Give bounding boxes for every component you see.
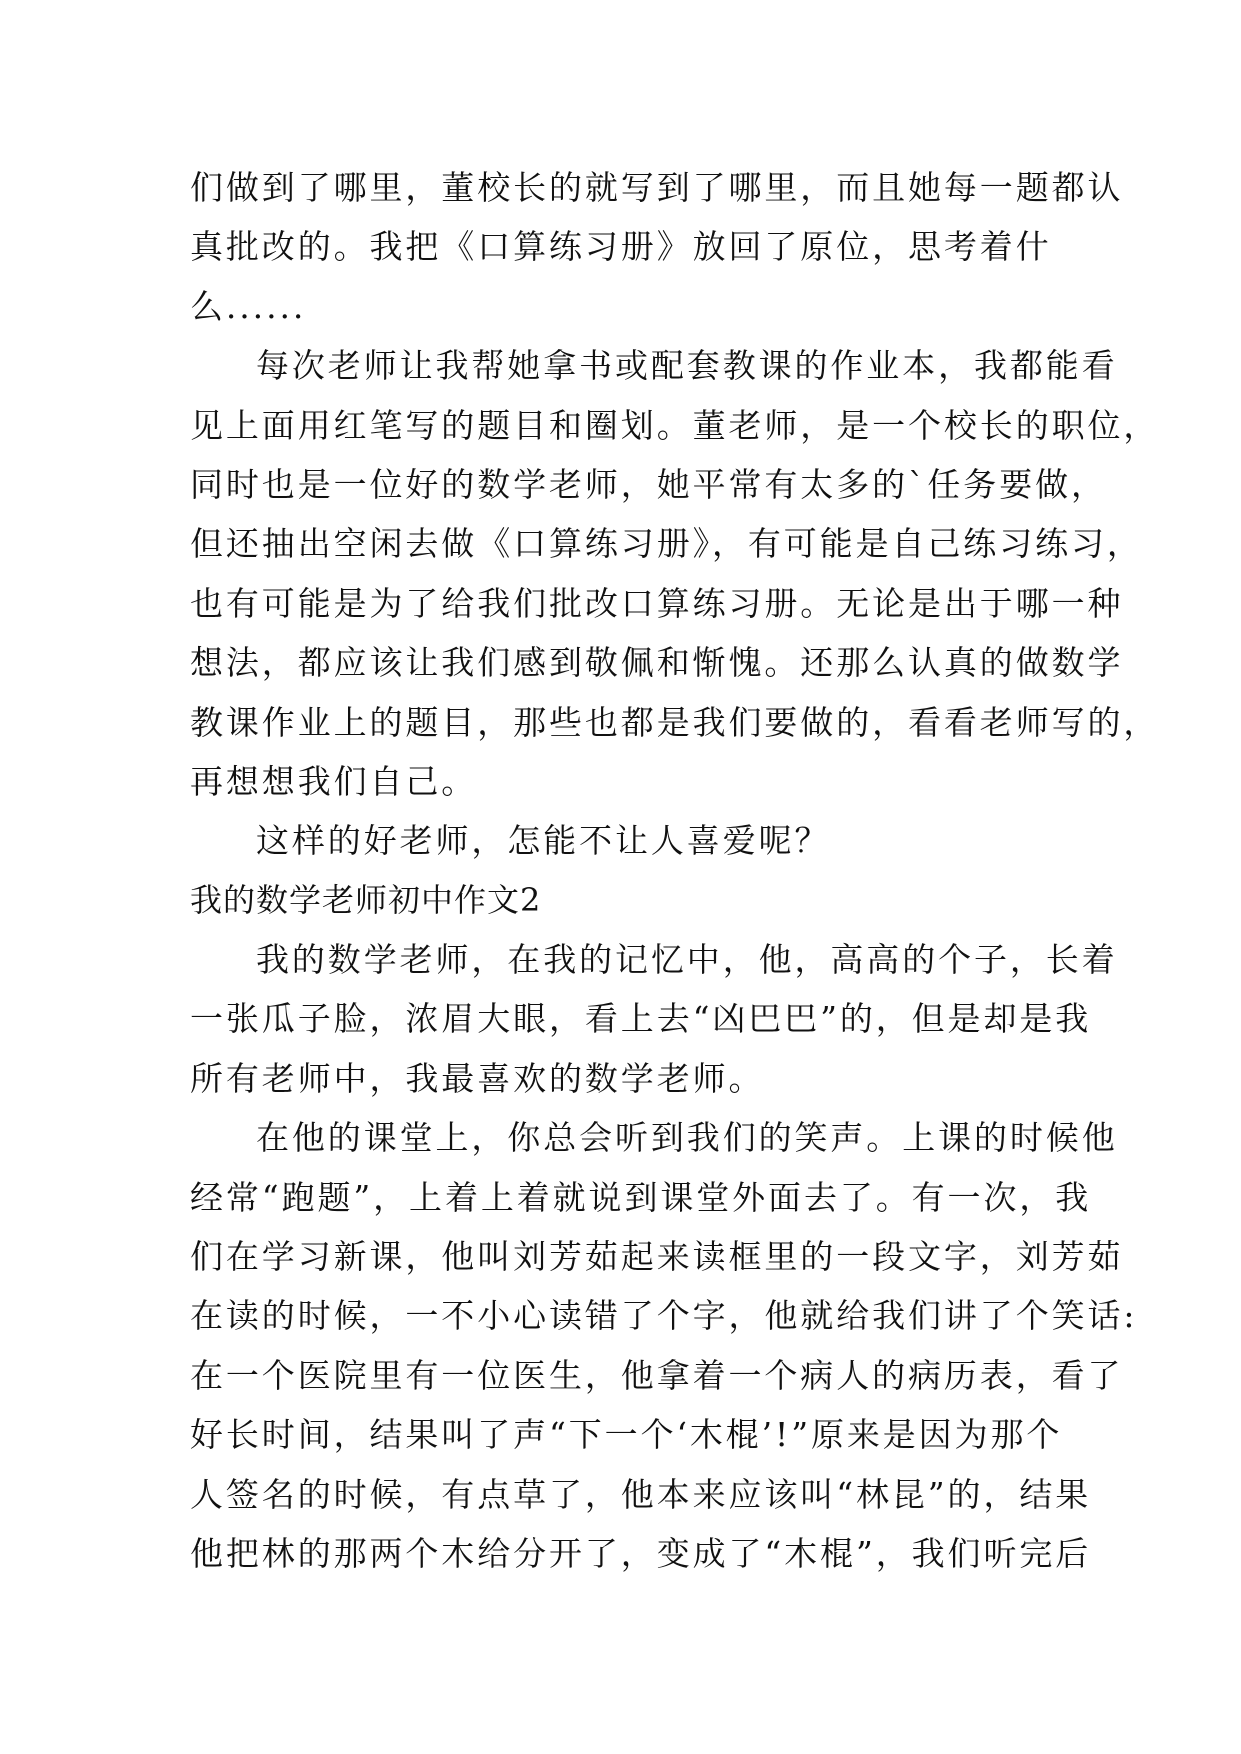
paragraph-first-line: 我的数学老师，在我的记忆中，他，高高的个子，长着 (256, 940, 1118, 980)
text-line: 同时也是一位好的数学老师，她平常有太多的`任务要做， (190, 464, 1107, 504)
text-line: 一张瓜子脸，浓眉大眼，看上去“凶巴巴”的，但是却是我 (190, 999, 1092, 1039)
text-line: 所有老师中，我最喜欢的数学老师。 (190, 1058, 765, 1098)
text-line: 但还抽出空闲去做《口算练习册》，有可能是自己练习练习， (190, 524, 1143, 564)
paragraph-first-line: 在他的课堂上，你总会听到我们的笑声。上课的时候他 (256, 1118, 1118, 1158)
text-line: 真批改的。我把《口算练习册》放回了原位，思考着什 (190, 227, 1052, 267)
paragraph-first-line: 每次老师让我帮她拿书或配套教课的作业本，我都能看 (256, 346, 1118, 386)
document-body (190, 158, 1160, 1583)
text-line: 在读的时候，一不小心读错了个字，他就给我们讲了个笑话: (190, 1296, 1138, 1336)
text-line: 好长时间，结果叫了声“下一个‘木棍’!”原来是因为那个 (190, 1415, 1063, 1455)
text-line: 也有可能是为了给我们批改口算练习册。无论是出于哪一种 (190, 583, 1124, 623)
text-line: 们在学习新课，他叫刘芳茹起来读框里的一段文字，刘芳茹 (190, 1237, 1124, 1277)
text-line: 再想想我们自己。 (190, 761, 478, 801)
text-line: 见上面用红笔写的题目和圈划。董老师，是一个校长的职位， (190, 405, 1160, 445)
paragraph-first-line: 这样的好老师，怎能不让人喜爱呢？ (256, 821, 831, 861)
section-heading: 我的数学老师初中作文2 (190, 880, 542, 919)
text-line: 他把林的那两个木给分开了，变成了“木棍”，我们听完后 (190, 1533, 1092, 1573)
text-line: 教课作业上的题目，那些也都是我们要做的，看看老师写的， (190, 702, 1160, 742)
text-line: 在一个医院里有一位医生，他拿着一个病人的病历表，看了 (190, 1355, 1124, 1395)
text-line: 们做到了哪里，董校长的就写到了哪里，而且她每一题都认 (190, 168, 1124, 207)
text-line: 想法，都应该让我们感到敬佩和惭愧。还那么认真的做数学 (190, 643, 1124, 683)
text-line: 人签名的时候，有点草了，他本来应该叫“林昆”的，结果 (190, 1474, 1092, 1514)
text-line: 经常“跑题”，上着上着就说到课堂外面去了。有一次，我 (190, 1177, 1092, 1217)
text-line: 么...... (190, 286, 307, 326)
